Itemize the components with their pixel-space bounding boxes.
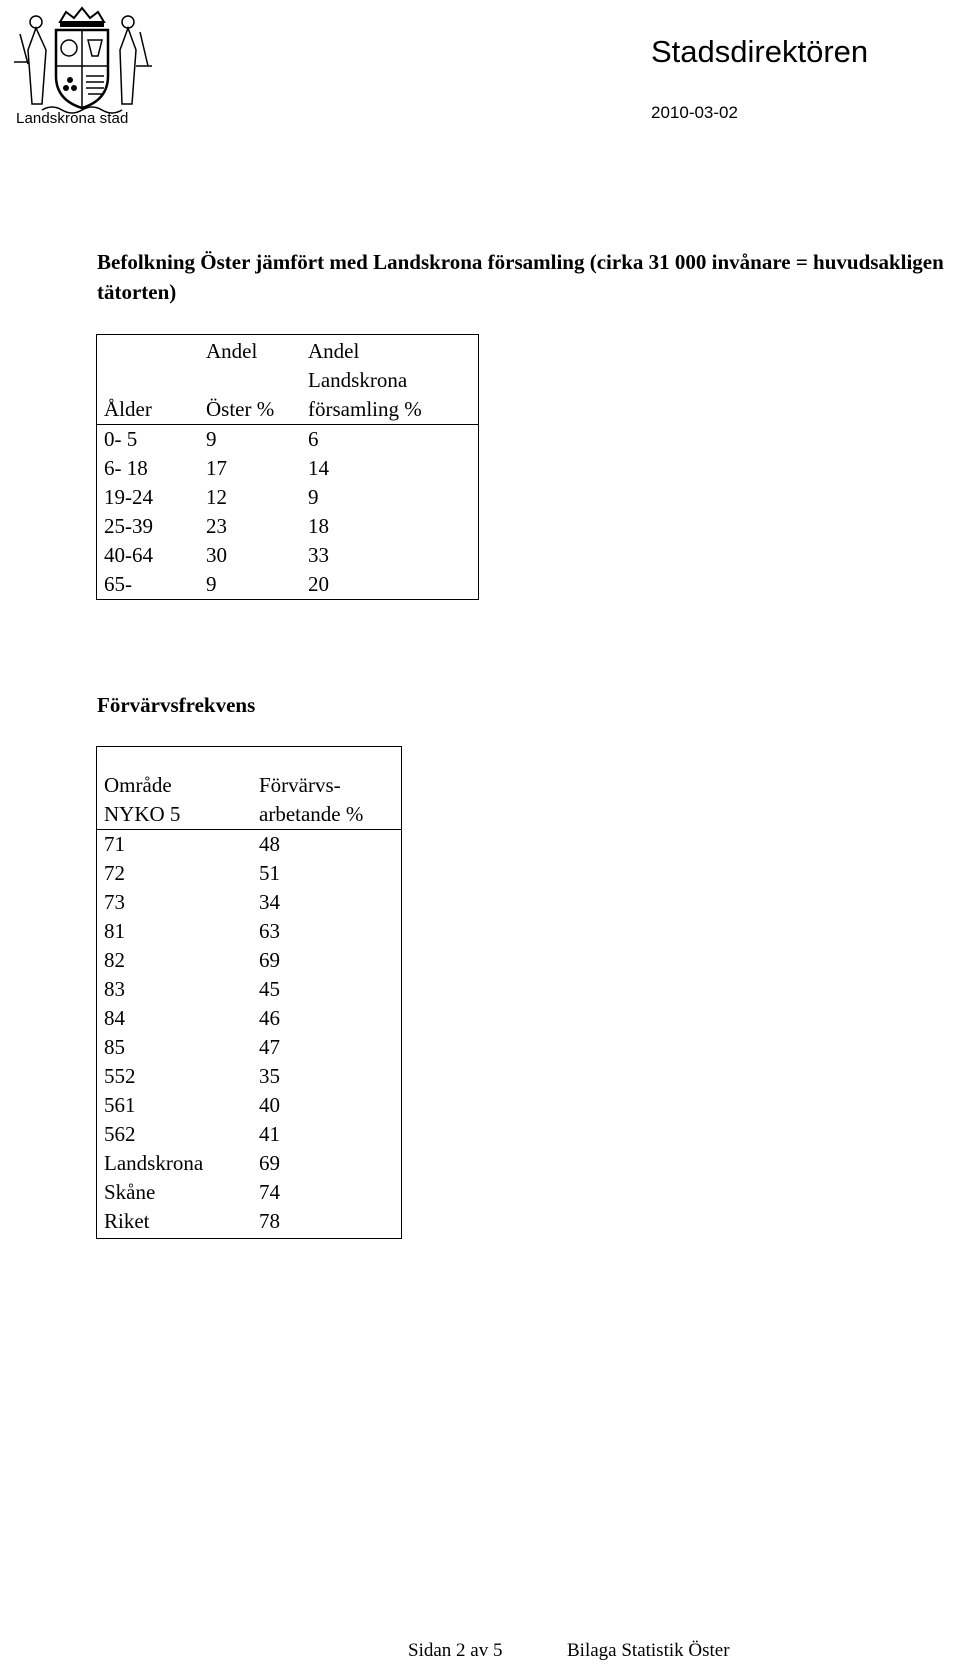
table-row: 562 41 xyxy=(104,1122,280,1146)
table-row: 82 69 xyxy=(104,948,280,972)
header-cell: Område NYKO 5 xyxy=(104,773,181,826)
table-row: 40-64 30 33 xyxy=(104,543,329,567)
section-heading-population: Befolkning Öster jämfört med Landskrona församling (cirka 31 000 invånare = huvudsakligen tätorten) xyxy=(97,250,944,304)
table-row: 25-39 23 18 xyxy=(104,514,329,538)
table-header-row xyxy=(97,335,479,425)
header-cell: Andel Landskrona församling % xyxy=(308,339,422,421)
table-row: 65- 9 20 xyxy=(104,572,329,596)
document-date: 2010-03-02 xyxy=(651,103,738,122)
table-row: 84 46 xyxy=(104,1006,280,1030)
section-heading-employment: Förvärvsfrekvens xyxy=(97,693,256,717)
table-row: Skåne 74 xyxy=(104,1180,280,1204)
header-cell: Förvärvs- arbetande % xyxy=(259,773,364,826)
table-row: 83 45 xyxy=(104,977,280,1001)
header-cell: Andel Öster % xyxy=(206,339,275,421)
table-row: Riket 78 xyxy=(104,1209,280,1233)
table-row: 72 51 xyxy=(104,861,280,885)
population-table xyxy=(96,334,479,600)
header-cell: Ålder xyxy=(104,397,152,421)
table-row: 6- 18 17 14 xyxy=(104,456,329,480)
table-row: 85 47 xyxy=(104,1035,280,1059)
table-row: 561 40 xyxy=(104,1093,280,1117)
document-name: Bilaga Statistik Öster xyxy=(567,1640,730,1661)
department-name: Stadsdirektören xyxy=(651,34,869,69)
table-row: 0- 5 9 6 xyxy=(104,427,319,451)
table-row: Landskrona 69 xyxy=(104,1151,280,1175)
table-row: 19-24 12 9 xyxy=(104,485,319,509)
employment-rate-table xyxy=(96,746,402,1239)
page-number: Sidan 2 av 5 xyxy=(408,1640,503,1661)
table-row: 552 35 xyxy=(104,1064,280,1088)
logo-text: Landskrona stad xyxy=(16,110,129,127)
table-row: 73 34 xyxy=(104,890,280,914)
table-header-row xyxy=(97,747,402,830)
table-row: 81 63 xyxy=(104,919,280,943)
table-row: 71 48 xyxy=(104,832,280,856)
